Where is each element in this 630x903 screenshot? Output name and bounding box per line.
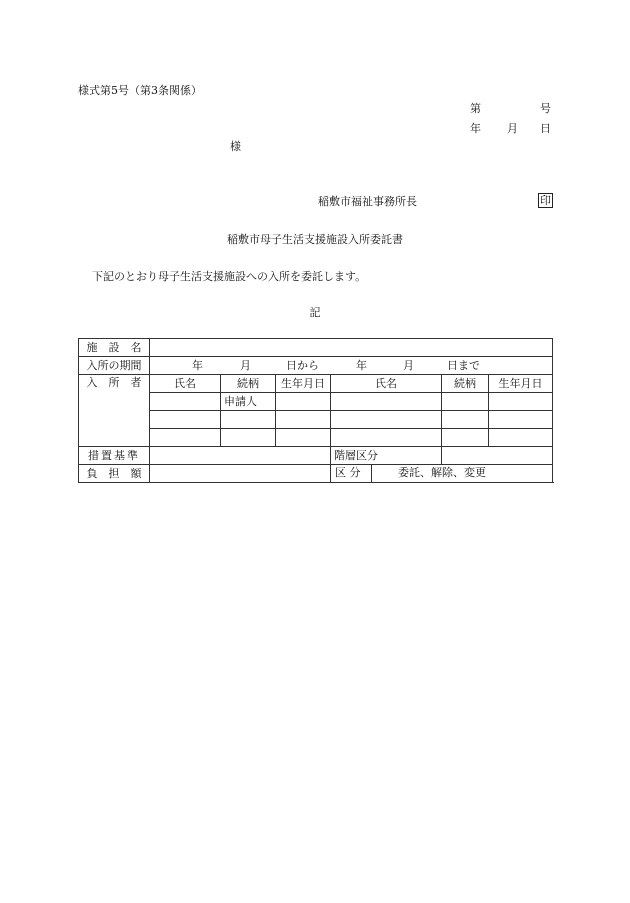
period-label: 入所の期間 <box>79 357 150 375</box>
class-label: 階層区分 <box>331 447 442 465</box>
col-birth-2: 生年月日 <box>489 375 553 393</box>
seal-mark: 印 <box>540 194 551 207</box>
resident-header-row <box>79 375 553 393</box>
division-value: 委託、解除、変更 <box>398 466 487 479</box>
date-day: 日 <box>540 122 551 135</box>
document-title: 稲敷市母子生活支援施設入所委託書 <box>227 233 403 246</box>
date-month: 月 <box>507 122 518 135</box>
resident-birth-cell[interactable] <box>276 393 331 411</box>
facility-value[interactable] <box>150 339 553 357</box>
resident-birth-cell[interactable] <box>276 411 331 429</box>
resident-relation-cell[interactable] <box>221 411 276 429</box>
resident-name-cell[interactable] <box>331 429 442 447</box>
period-month-2: 月 <box>403 358 414 372</box>
measure-label: 措置基準 <box>79 447 150 465</box>
period-day-until: 日まで <box>447 358 480 372</box>
period-year-2: 年 <box>356 358 367 372</box>
applicant-relation: 申請人 <box>221 393 276 411</box>
doc-number-dai: 第 <box>470 102 481 115</box>
addressee-honorific: 様 <box>230 140 241 153</box>
resident-birth-cell[interactable] <box>489 429 553 447</box>
resident-name-cell[interactable] <box>150 411 221 429</box>
period-row <box>79 357 553 375</box>
resident-name-cell[interactable] <box>150 429 221 447</box>
body-text: 下記のとおり母子生活支援施設への入所を委託します。 <box>92 270 367 283</box>
doc-number-go: 号 <box>540 102 551 115</box>
resident-name-cell[interactable] <box>331 411 442 429</box>
col-relation-2: 続柄 <box>442 375 489 393</box>
commission-table <box>78 338 553 483</box>
col-name-1: 氏名 <box>150 375 221 393</box>
col-name-2: 氏名 <box>331 375 442 393</box>
resident-row-3 <box>79 429 553 447</box>
resident-relation-cell[interactable] <box>442 393 489 411</box>
measure-value[interactable] <box>150 447 331 465</box>
resident-row-2 <box>79 411 553 429</box>
division-label: 区 分 <box>331 465 372 482</box>
class-value[interactable] <box>442 447 553 465</box>
col-birth-1: 生年月日 <box>276 375 331 393</box>
resident-birth-cell[interactable] <box>489 393 553 411</box>
resident-row-1 <box>79 393 553 411</box>
burden-row <box>79 465 553 483</box>
period-month-1: 月 <box>240 358 251 372</box>
resident-birth-cell[interactable] <box>276 429 331 447</box>
resident-birth-cell[interactable] <box>489 411 553 429</box>
issuer: 稲敷市福祉事務所長 <box>318 195 417 208</box>
resident-name-cell[interactable] <box>331 393 442 411</box>
period-day-from: 日から <box>286 358 319 372</box>
date-year: 年 <box>470 122 481 135</box>
period-value[interactable] <box>150 357 553 375</box>
division-cell <box>331 465 553 483</box>
resident-relation-cell[interactable] <box>221 429 276 447</box>
burden-label: 負 担 額 <box>79 465 150 483</box>
col-relation-1: 続柄 <box>221 375 276 393</box>
facility-label: 施 設 名 <box>79 339 150 357</box>
measure-row <box>79 447 553 465</box>
ki-heading: 記 <box>309 306 321 319</box>
resident-name-cell[interactable] <box>150 393 221 411</box>
form-number: 様式第5号（第3条関係） <box>78 84 202 97</box>
facility-row <box>79 339 553 357</box>
resident-relation-cell[interactable] <box>442 429 489 447</box>
period-year-1: 年 <box>192 358 203 372</box>
resident-label: 入 所 者 <box>79 375 150 447</box>
resident-relation-cell[interactable] <box>442 411 489 429</box>
burden-value[interactable] <box>150 465 331 483</box>
